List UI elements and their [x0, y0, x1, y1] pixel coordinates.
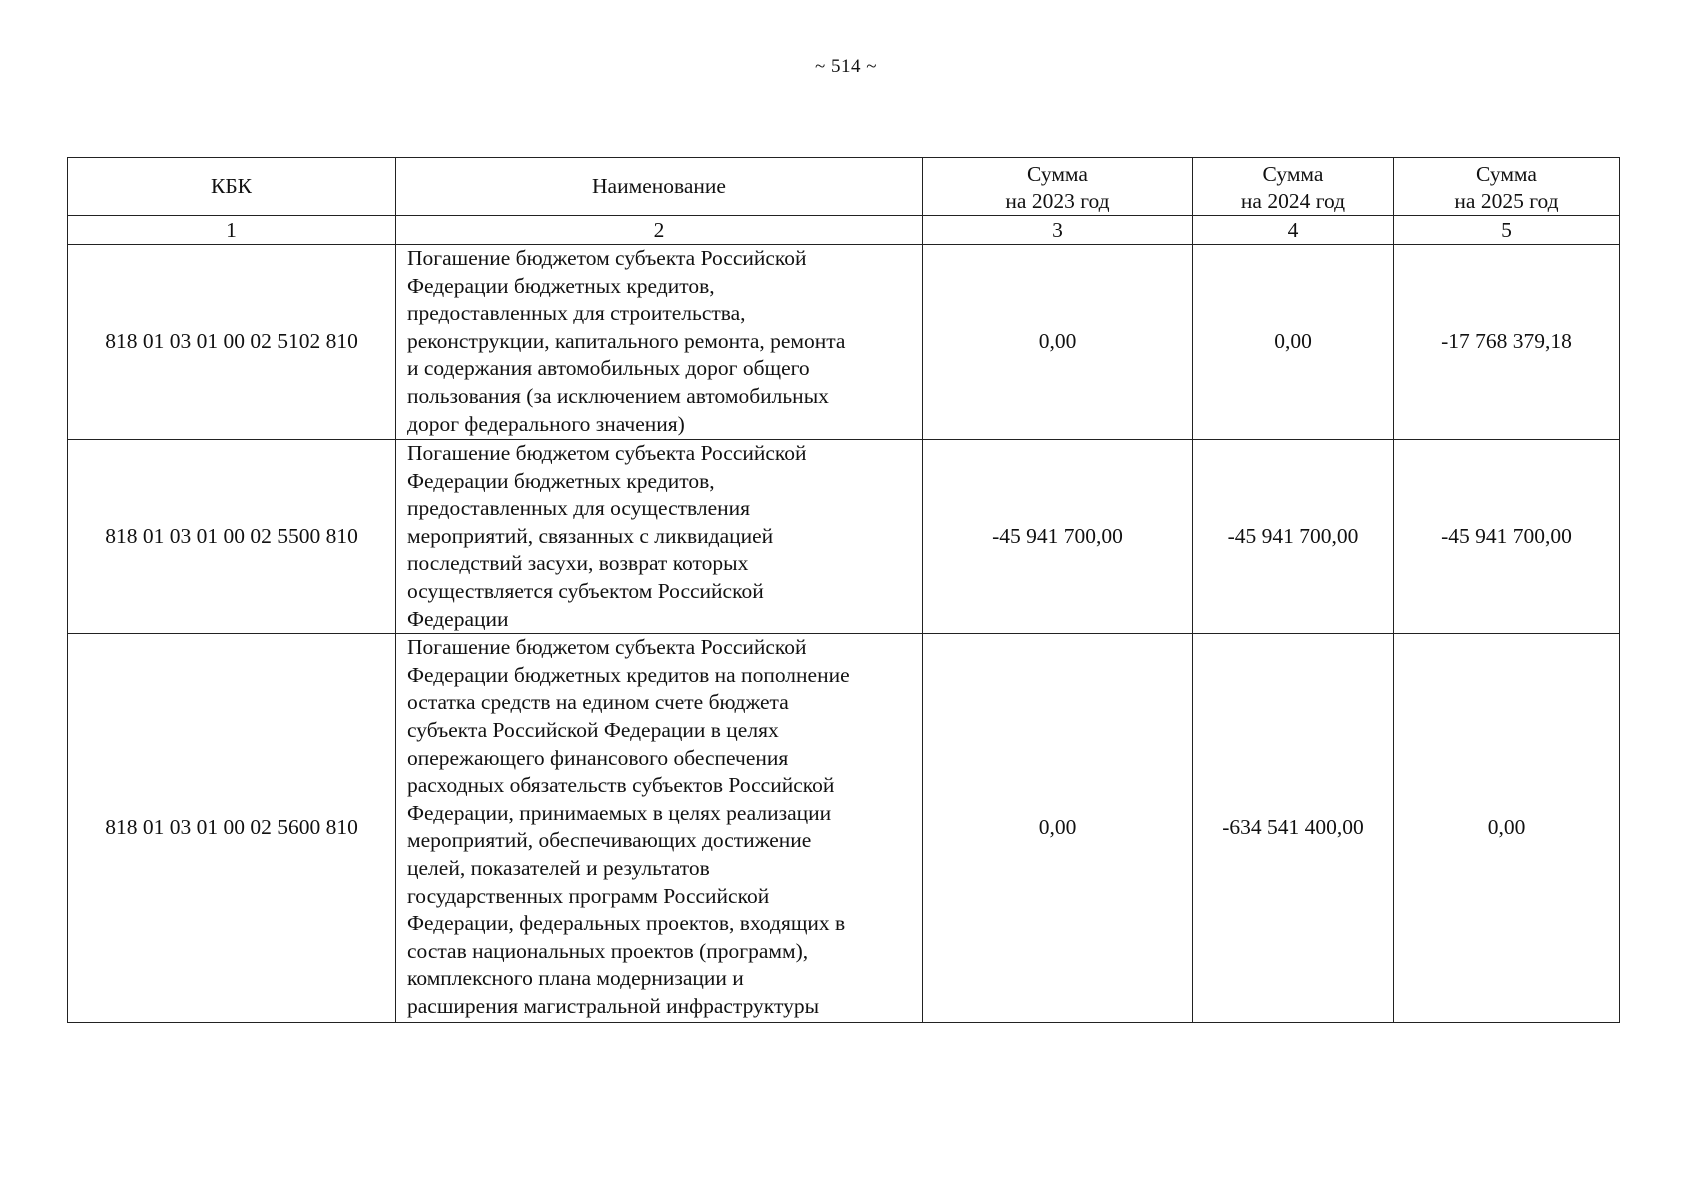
name-line: государственных программ Российской — [407, 883, 770, 908]
name-line: Федерации бюджетных кредитов, — [407, 273, 715, 298]
header-sum-2024 — [1193, 158, 1394, 216]
sum-2024-cell: 0,00 — [1193, 245, 1394, 440]
table-header-row — [68, 158, 1620, 216]
sum-2023-cell: 0,00 — [923, 634, 1193, 1023]
name-cell — [396, 440, 923, 634]
header-sum-2025-line2: на 2025 год — [1454, 189, 1559, 213]
header-sum-2024-line2: на 2024 год — [1240, 189, 1346, 213]
name-line: предоставленных для строительства, — [407, 301, 746, 326]
column-number: 1 — [68, 216, 396, 245]
page-number: ~ 514 ~ — [814, 56, 878, 77]
sum-2023-cell: 0,00 — [923, 245, 1193, 440]
name-line: Погашение бюджетом субъекта Российской — [407, 246, 807, 270]
kbk-cell: 818 01 03 01 00 02 5500 810 — [68, 440, 396, 634]
sum-2024-cell: -634 541 400,00 — [1193, 634, 1394, 1023]
name-line: мероприятий, связанных с ликвидацией — [407, 523, 774, 548]
kbk-cell: 818 01 03 01 00 02 5102 810 — [68, 245, 396, 440]
header-name: Наименование — [396, 158, 923, 216]
column-number-row — [68, 216, 1620, 245]
name-line: целей, показателей и результатов — [407, 855, 710, 880]
name-line: комплексного плана модернизации и — [407, 966, 744, 991]
header-sum-2024-line1: Сумма — [1262, 162, 1324, 186]
sum-2024-cell: -45 941 700,00 — [1193, 440, 1394, 634]
budget-table — [67, 157, 1620, 1023]
name-line: расширения магистральной инфраструктуры — [407, 993, 820, 1018]
name-line: предоставленных для осуществления — [407, 496, 751, 521]
name-line: пользования (за исключением автомобильных — [407, 383, 829, 408]
name-cell — [396, 634, 923, 1023]
column-number: 5 — [1394, 216, 1620, 245]
name-line: мероприятий, обеспечивающих достижение — [407, 828, 812, 853]
header-sum-2023 — [923, 158, 1193, 216]
kbk-cell: 818 01 03 01 00 02 5600 810 — [68, 634, 396, 1023]
name-line: опережающего финансового обеспечения — [407, 745, 789, 770]
name-line: осуществляется субъектом Российской — [407, 578, 764, 603]
header-sum-2025 — [1394, 158, 1620, 216]
name-line: Федерации, принимаемых в целях реализации — [407, 800, 832, 825]
name-cell — [396, 245, 923, 440]
sum-2025-cell: -17 768 379,18 — [1394, 245, 1620, 440]
name-line: последствий засухи, возврат которых — [407, 551, 749, 576]
sum-2023-cell: -45 941 700,00 — [923, 440, 1193, 634]
header-sum-2025-line1: Сумма — [1476, 162, 1537, 186]
name-line: реконструкции, капитального ремонта, ремонта — [407, 328, 846, 353]
table-row — [68, 440, 1620, 634]
sum-2025-cell: -45 941 700,00 — [1394, 440, 1620, 634]
column-number: 3 — [923, 216, 1193, 245]
name-line: Федерации бюджетных кредитов, — [407, 468, 715, 493]
column-number: 2 — [396, 216, 923, 245]
name-line: остатка средств на едином счете бюджета — [407, 690, 789, 715]
table-row — [68, 245, 1620, 440]
name-line: и содержания автомобильных дорог общего — [407, 356, 810, 381]
sum-2025-cell: 0,00 — [1394, 634, 1620, 1023]
name-line: дорог федерального значения) — [407, 411, 685, 436]
name-line: Погашение бюджетом субъекта Российской — [407, 441, 807, 465]
name-line: субъекта Российской Федерации в целях — [407, 717, 779, 742]
table-row — [68, 634, 1620, 1023]
name-line: Погашение бюджетом субъекта Российской — [407, 635, 807, 660]
name-line: Федерации, федеральных проектов, входящих в — [407, 911, 846, 936]
header-sum-2023-line1: Сумма — [1027, 162, 1088, 186]
name-line: состав национальных проектов (программ), — [407, 938, 809, 963]
name-line: Федерации — [407, 606, 509, 631]
name-line: Федерации бюджетных кредитов на пополнение — [407, 662, 850, 687]
name-line: расходных обязательств субъектов Российской — [407, 773, 835, 798]
column-number: 4 — [1193, 216, 1394, 245]
header-sum-2023-line2: на 2023 год — [1005, 189, 1110, 213]
header-kbk: КБК — [68, 158, 396, 216]
